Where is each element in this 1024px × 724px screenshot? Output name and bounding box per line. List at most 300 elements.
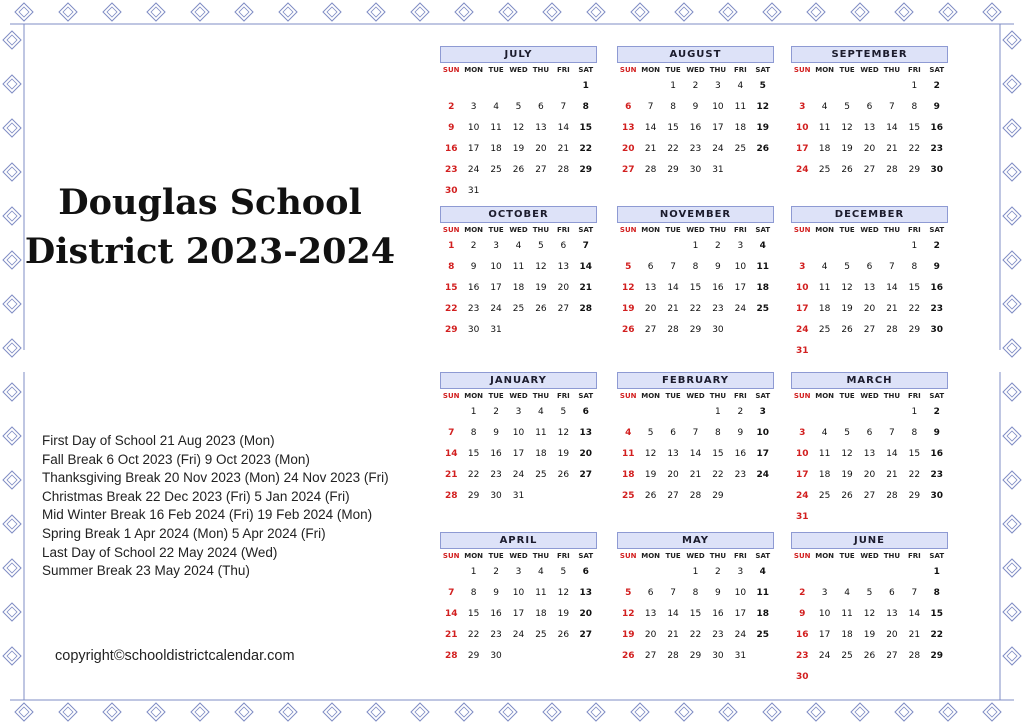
day-cell: 2 — [933, 81, 940, 91]
day-cell: 18 — [841, 630, 853, 640]
border-ornament — [1003, 119, 1021, 137]
empty-cell — [791, 236, 813, 257]
border-ornament — [235, 3, 253, 21]
month-name: JUNE — [791, 532, 948, 549]
weekday-label: THU — [709, 392, 727, 400]
event-item: Fall Break 6 Oct 2023 (Fri) 9 Oct 2023 (Mon) — [42, 451, 310, 467]
day-cell: 8 — [670, 102, 676, 112]
border-ornament — [587, 3, 605, 21]
day-cell: 1 — [692, 241, 699, 251]
month-january — [440, 372, 597, 507]
day-cell: 2 — [715, 567, 721, 577]
weekday-label: FRI — [556, 392, 570, 400]
day-cell: 13 — [644, 283, 657, 293]
weekday-header — [440, 551, 597, 562]
border-ornament — [899, 7, 909, 17]
weekday-label: MON — [641, 552, 661, 560]
border-ornament — [587, 703, 605, 721]
day-cell: 17 — [734, 609, 747, 619]
day-cell: 25 — [621, 491, 635, 501]
border-ornament — [411, 703, 429, 721]
month-name: AUGUST — [617, 46, 774, 63]
border-ornament — [59, 3, 77, 21]
border-ornament — [1003, 647, 1021, 665]
day-cell: 11 — [512, 262, 525, 272]
day-cell: 22 — [579, 144, 593, 154]
weekday-label: MON — [641, 226, 661, 234]
day-cell: 24 — [756, 470, 770, 480]
event-item: Last Day of School 22 May 2024 (Wed) — [42, 544, 278, 560]
day-cell: 8 — [911, 102, 918, 112]
border-ornament — [855, 707, 865, 717]
day-cell: 19 — [863, 630, 876, 640]
day-cell: 16 — [490, 449, 502, 459]
month-name: JULY — [440, 46, 597, 63]
day-cell: 14 — [689, 449, 702, 459]
day-cell: 4 — [737, 81, 744, 91]
day-cell: 9 — [933, 428, 940, 438]
day-cell: 9 — [493, 428, 499, 438]
border-ornament — [635, 7, 645, 17]
border-ornament — [547, 7, 557, 17]
day-cell: 29 — [689, 325, 702, 335]
border-ornament — [943, 7, 953, 17]
day-cell: 26 — [756, 144, 770, 154]
day-cell: 25 — [734, 144, 747, 154]
day-cell: 17 — [490, 283, 502, 293]
border-ornament — [1007, 651, 1017, 661]
day-cell: 3 — [715, 81, 721, 91]
border-ornament — [1003, 75, 1021, 93]
empty-cell — [440, 76, 462, 97]
border-ornament — [371, 707, 381, 717]
border-ornament — [63, 7, 73, 17]
day-cell: 22 — [689, 630, 702, 640]
day-cell: 29 — [689, 651, 702, 661]
empty-cell — [617, 402, 639, 423]
day-cell: 9 — [470, 262, 477, 272]
empty-cell — [617, 562, 639, 583]
border-ornament — [19, 707, 29, 717]
day-cell: 22 — [444, 304, 458, 314]
border-ornament — [723, 7, 733, 17]
day-cell: 29 — [908, 165, 921, 175]
day-cell: 11 — [756, 588, 770, 598]
day-cell: 9 — [715, 588, 721, 598]
border-ornament — [503, 7, 513, 17]
weekday-label: FRI — [733, 392, 747, 400]
day-cell: 1 — [911, 241, 918, 251]
border-ornament — [1007, 519, 1017, 529]
border-ornament — [239, 7, 249, 17]
day-cell: 30 — [467, 325, 480, 335]
weekday-label: WED — [686, 552, 705, 560]
day-cell: 24 — [712, 144, 724, 154]
border-ornament — [811, 707, 821, 717]
day-cell: 5 — [538, 241, 544, 251]
weekday-label: FRI — [556, 66, 570, 74]
day-cell: 24 — [490, 304, 502, 314]
day-cell: 25 — [841, 651, 853, 661]
day-cell: 4 — [625, 428, 632, 438]
border-ornament — [679, 707, 689, 717]
month-october — [440, 206, 597, 341]
empty-cell — [617, 236, 639, 257]
day-cell: 16 — [444, 144, 458, 154]
empty-cell — [813, 236, 835, 257]
day-cell: 27 — [863, 325, 876, 335]
border-ornament — [195, 707, 205, 717]
border-ornament — [675, 703, 693, 721]
day-cell: 24 — [734, 304, 747, 314]
day-cell: 7 — [560, 102, 567, 112]
border-ornament — [987, 7, 997, 17]
border-ornament — [455, 703, 473, 721]
weekday-label: WED — [686, 226, 705, 234]
day-cell: 18 — [756, 283, 770, 293]
day-cell: 31 — [795, 346, 809, 356]
day-cell: 29 — [712, 491, 724, 501]
day-cell: 20 — [621, 144, 635, 154]
day-cell: 12 — [841, 123, 853, 133]
day-cell: 26 — [841, 325, 853, 335]
day-cell: 27 — [863, 491, 876, 501]
event-list — [42, 432, 389, 581]
border-ornament — [1007, 387, 1017, 397]
day-cell: 24 — [795, 325, 809, 335]
weekday-label: SAT — [755, 226, 771, 234]
day-grid — [791, 562, 948, 688]
border-ornament — [499, 3, 517, 21]
day-cell: 6 — [625, 102, 632, 112]
day-cell: 20 — [535, 144, 547, 154]
weekday-header — [617, 551, 774, 562]
day-cell: 5 — [844, 262, 850, 272]
border-ornament — [3, 119, 21, 137]
page-title — [20, 178, 400, 276]
weekday-header — [791, 551, 948, 562]
day-cell: 19 — [841, 304, 853, 314]
day-cell: 1 — [911, 81, 918, 91]
weekday-label: WED — [686, 392, 705, 400]
day-cell: 2 — [692, 81, 699, 91]
day-cell: 19 — [557, 449, 570, 459]
day-cell: 25 — [512, 304, 525, 314]
border-ornament — [239, 707, 249, 717]
border-ornament — [3, 471, 21, 489]
border-ornament — [1007, 123, 1017, 133]
border-ornament — [1007, 167, 1017, 177]
month-name: JANUARY — [440, 372, 597, 389]
border-ornament — [1003, 383, 1021, 401]
day-cell: 24 — [795, 491, 809, 501]
border-ornament — [767, 707, 777, 717]
month-june — [791, 532, 948, 688]
day-grid — [791, 76, 948, 181]
empty-cell — [485, 76, 507, 97]
border-ornament — [7, 255, 17, 265]
border-ornament — [151, 707, 161, 717]
day-cell: 18 — [818, 470, 831, 480]
border-ornament — [3, 295, 21, 313]
border-ornament — [7, 651, 17, 661]
weekday-label: THU — [883, 552, 901, 560]
weekday-label: SUN — [619, 226, 637, 234]
empty-cell — [462, 76, 484, 97]
day-cell: 22 — [667, 144, 679, 154]
day-cell: 22 — [908, 304, 921, 314]
day-cell: 26 — [841, 491, 853, 501]
border-ornament — [631, 703, 649, 721]
month-name: NOVEMBER — [617, 206, 774, 223]
weekday-label: THU — [532, 66, 550, 74]
border-ornament — [7, 79, 17, 89]
border-ornament — [367, 703, 385, 721]
day-cell: 23 — [930, 304, 944, 314]
day-cell: 14 — [444, 609, 458, 619]
day-cell: 11 — [756, 262, 770, 272]
day-cell: 23 — [930, 144, 944, 154]
day-cell: 22 — [467, 630, 480, 640]
day-cell: 10 — [734, 588, 747, 598]
day-cell: 5 — [844, 102, 850, 112]
weekday-label: SUN — [442, 552, 460, 560]
border-ornament — [1007, 607, 1017, 617]
weekday-label: THU — [709, 552, 727, 560]
day-cell: 28 — [667, 325, 679, 335]
day-cell: 18 — [734, 123, 747, 133]
day-cell: 12 — [557, 428, 570, 438]
border-ornament — [3, 427, 21, 445]
day-cell: 27 — [863, 165, 876, 175]
day-cell: 8 — [911, 428, 918, 438]
day-cell: 18 — [490, 144, 502, 154]
border-ornament — [371, 7, 381, 17]
weekday-header — [617, 391, 774, 402]
day-cell: 21 — [579, 283, 593, 293]
day-cell: 28 — [444, 491, 458, 501]
day-cell: 11 — [818, 283, 831, 293]
day-cell: 5 — [625, 262, 632, 272]
empty-cell — [813, 562, 835, 583]
day-cell: 22 — [908, 470, 921, 480]
day-cell: 4 — [538, 407, 544, 417]
weekday-label: TUE — [665, 66, 681, 74]
day-cell: 10 — [818, 609, 831, 619]
day-grid — [617, 236, 774, 341]
day-cell: 9 — [448, 123, 455, 133]
month-name: SEPTEMBER — [791, 46, 948, 63]
month-july — [440, 46, 597, 202]
border-ornament — [7, 607, 17, 617]
day-cell: 12 — [841, 283, 853, 293]
day-cell: 3 — [759, 407, 766, 417]
day-cell: 10 — [490, 262, 502, 272]
empty-cell — [639, 76, 661, 97]
event-item: Summer Break 23 May 2024 (Thu) — [42, 563, 250, 579]
day-cell: 11 — [535, 588, 547, 598]
day-cell: 20 — [644, 304, 657, 314]
day-cell: 30 — [490, 491, 502, 501]
weekday-label: SUN — [793, 392, 811, 400]
day-cell: 31 — [512, 491, 525, 501]
border-ornament — [943, 707, 953, 717]
border-ornament — [1007, 563, 1017, 573]
day-cell: 2 — [737, 407, 744, 417]
weekday-label: SAT — [755, 66, 771, 74]
day-cell: 16 — [734, 449, 747, 459]
day-cell: 9 — [737, 428, 744, 438]
weekday-header — [791, 391, 948, 402]
border-ornament — [3, 647, 21, 665]
day-cell: 23 — [795, 651, 809, 661]
day-cell: 29 — [579, 165, 593, 175]
day-grid — [440, 402, 597, 507]
day-cell: 25 — [535, 630, 547, 640]
day-cell: 12 — [841, 449, 853, 459]
day-cell: 31 — [490, 325, 502, 335]
day-cell: 1 — [470, 407, 477, 417]
empty-cell — [858, 402, 880, 423]
border-ornament — [191, 703, 209, 721]
day-cell: 9 — [692, 102, 699, 112]
day-cell: 24 — [512, 630, 525, 640]
day-cell: 7 — [692, 428, 699, 438]
day-cell: 22 — [467, 470, 480, 480]
day-cell: 3 — [799, 262, 806, 272]
day-cell: 5 — [866, 588, 873, 598]
day-cell: 1 — [933, 567, 940, 577]
day-cell: 1 — [715, 407, 721, 417]
day-cell: 7 — [448, 588, 455, 598]
day-cell: 17 — [712, 123, 724, 133]
border-ornament — [543, 3, 561, 21]
day-cell: 15 — [444, 283, 458, 293]
day-cell: 6 — [582, 567, 589, 577]
border-ornament — [1003, 559, 1021, 577]
weekday-label: SAT — [929, 66, 945, 74]
day-cell: 13 — [863, 283, 876, 293]
border-ornament — [767, 7, 777, 17]
day-cell: 4 — [538, 567, 544, 577]
border-ornament — [499, 703, 517, 721]
day-cell: 16 — [490, 609, 502, 619]
day-cell: 30 — [795, 672, 809, 682]
border-ornament — [323, 3, 341, 21]
border-ornament — [1007, 343, 1017, 353]
month-september — [791, 46, 948, 181]
month-name: APRIL — [440, 532, 597, 549]
day-cell: 3 — [515, 407, 522, 417]
border-ornament — [983, 3, 1001, 21]
border-ornament — [591, 7, 601, 17]
day-cell: 18 — [818, 304, 831, 314]
day-cell: 19 — [841, 470, 853, 480]
day-cell: 27 — [644, 651, 657, 661]
day-cell: 16 — [467, 283, 480, 293]
day-cell: 22 — [908, 144, 921, 154]
weekday-label: WED — [860, 552, 879, 560]
border-ornament — [723, 707, 733, 717]
border-ornament — [7, 35, 17, 45]
month-name: FEBRUARY — [617, 372, 774, 389]
day-cell: 7 — [647, 102, 654, 112]
day-cell: 22 — [689, 304, 702, 314]
day-cell: 16 — [689, 123, 702, 133]
border-ornament — [3, 207, 21, 225]
day-cell: 29 — [908, 491, 921, 501]
day-cell: 18 — [512, 283, 525, 293]
day-cell: 15 — [467, 609, 480, 619]
border-ornament — [7, 123, 17, 133]
day-cell: 1 — [448, 241, 455, 251]
day-cell: 25 — [756, 630, 770, 640]
day-cell: 27 — [667, 491, 679, 501]
day-cell: 8 — [470, 588, 477, 598]
weekday-label: SAT — [929, 392, 945, 400]
day-cell: 14 — [644, 123, 657, 133]
border-ornament — [1003, 295, 1021, 313]
border-ornament — [855, 7, 865, 17]
day-cell: 5 — [844, 428, 850, 438]
day-cell: 1 — [911, 407, 918, 417]
border-ornament — [1003, 207, 1021, 225]
day-cell: 12 — [863, 609, 876, 619]
day-cell: 16 — [795, 630, 809, 640]
day-cell: 12 — [621, 283, 635, 293]
day-cell: 21 — [667, 630, 679, 640]
border-ornament — [3, 339, 21, 357]
day-cell: 29 — [908, 325, 921, 335]
weekday-label: THU — [532, 392, 550, 400]
border-ornament — [63, 707, 73, 717]
day-cell: 12 — [557, 588, 570, 598]
empty-cell — [858, 562, 880, 583]
day-cell: 20 — [557, 283, 570, 293]
month-name: MARCH — [791, 372, 948, 389]
weekday-label: MON — [815, 66, 835, 74]
border-ornament — [191, 3, 209, 21]
day-cell: 16 — [930, 283, 944, 293]
title-line-2: District 2023-2024 — [24, 231, 396, 272]
day-cell: 15 — [930, 609, 944, 619]
day-cell: 28 — [557, 165, 570, 175]
border-ornament — [7, 519, 17, 529]
border-ornament — [323, 703, 341, 721]
weekday-label: FRI — [907, 66, 921, 74]
month-name: DECEMBER — [791, 206, 948, 223]
weekday-label: TUE — [488, 226, 504, 234]
border-ornament — [7, 211, 17, 221]
day-cell: 8 — [470, 428, 477, 438]
day-cell: 24 — [818, 651, 831, 661]
day-cell: 15 — [689, 609, 702, 619]
day-cell: 13 — [863, 449, 876, 459]
border-ornament — [7, 343, 17, 353]
border-ornament — [3, 515, 21, 533]
day-cell: 11 — [818, 449, 831, 459]
weekday-label: SUN — [793, 226, 811, 234]
day-cell: 11 — [841, 609, 853, 619]
border-ornament — [895, 703, 913, 721]
empty-cell — [881, 236, 903, 257]
border-ornament — [1003, 339, 1021, 357]
border-ornament — [1003, 251, 1021, 269]
weekday-label: SUN — [442, 226, 460, 234]
border-ornament — [851, 703, 869, 721]
day-cell: 22 — [930, 630, 944, 640]
day-cell: 3 — [737, 567, 744, 577]
